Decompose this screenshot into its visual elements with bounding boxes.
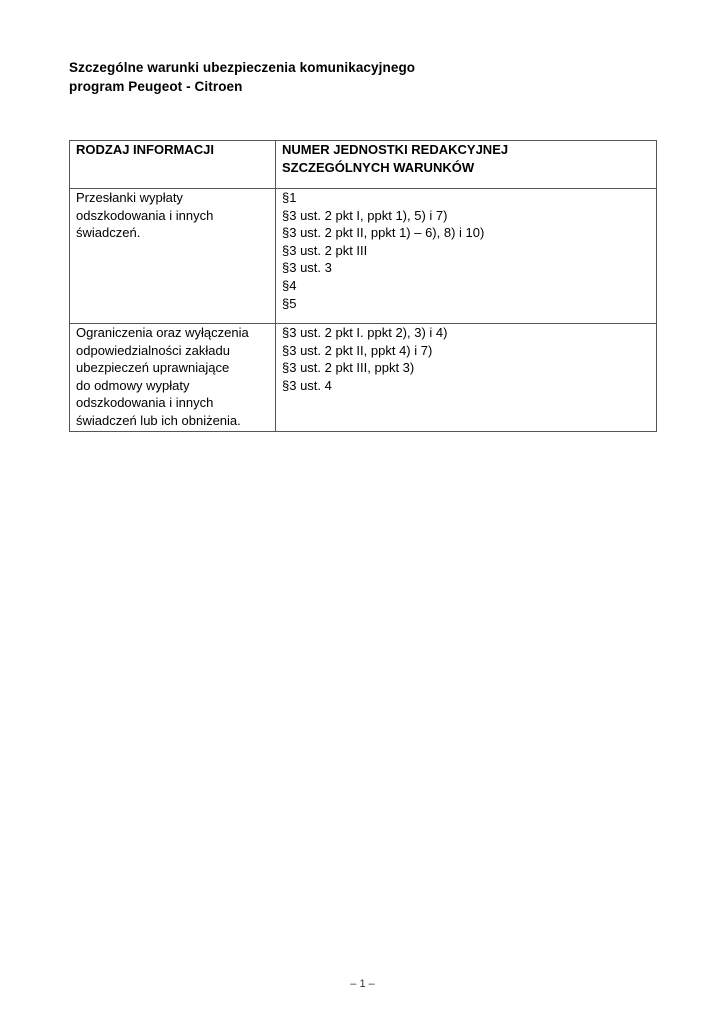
header-unit-number-line-2: SZCZEGÓLNYCH WARUNKÓW xyxy=(282,159,475,175)
unit-line: §3 ust. 2 pkt I, ppkt 1), 5) i 7) xyxy=(282,207,448,223)
table-header-row xyxy=(70,141,657,189)
unit-line: §3 ust. 2 pkt II, ppkt 1) – 6), 8) i 10) xyxy=(282,225,485,241)
info-line: świadczeń lub ich obniżenia. xyxy=(76,412,241,428)
header-information-type: RODZAJ INFORMACJI xyxy=(70,141,276,189)
table-row xyxy=(70,189,657,324)
header-unit-number xyxy=(276,141,657,189)
info-line: odpowiedzialności zakładu xyxy=(76,342,230,358)
info-cell xyxy=(70,189,276,324)
unit-line: §3 ust. 2 pkt II, ppkt 4) i 7) xyxy=(282,342,433,358)
unit-line: §5 xyxy=(282,295,297,311)
title-line-1: Szczególne warunki ubezpieczenia komunikacyjnego xyxy=(69,60,416,75)
unit-line: §3 ust. 2 pkt III, ppkt 3) xyxy=(282,360,415,376)
info-line: do odmowy wypłaty xyxy=(76,377,190,393)
document-title xyxy=(69,58,415,96)
units-cell xyxy=(276,189,657,324)
page-number: – 1 – xyxy=(350,978,375,990)
info-line: Ograniczenia oraz wyłączenia xyxy=(76,325,249,340)
info-line: świadczeń. xyxy=(76,225,141,241)
unit-line: §3 ust. 4 xyxy=(282,377,332,393)
table-row xyxy=(70,324,657,432)
info-line: odszkodowania i innych xyxy=(76,395,214,411)
information-table xyxy=(69,140,657,432)
info-cell xyxy=(70,324,276,432)
unit-line: §3 ust. 2 pkt III xyxy=(282,242,368,258)
info-line: ubezpieczeń uprawniające xyxy=(76,360,230,376)
header-unit-number-line-1: NUMER JEDNOSTKI REDAKCYJNEJ xyxy=(282,142,509,157)
title-line-2: program Peugeot - Citroen xyxy=(69,79,243,94)
units-cell xyxy=(276,324,657,432)
unit-line: §4 xyxy=(282,277,297,293)
unit-line: §1 xyxy=(282,190,297,205)
info-line: odszkodowania i innych xyxy=(76,207,214,223)
unit-line: §3 ust. 3 xyxy=(282,260,332,276)
unit-line: §3 ust. 2 pkt I. ppkt 2), 3) i 4) xyxy=(282,325,448,340)
info-line: Przesłanki wypłaty xyxy=(76,190,183,205)
